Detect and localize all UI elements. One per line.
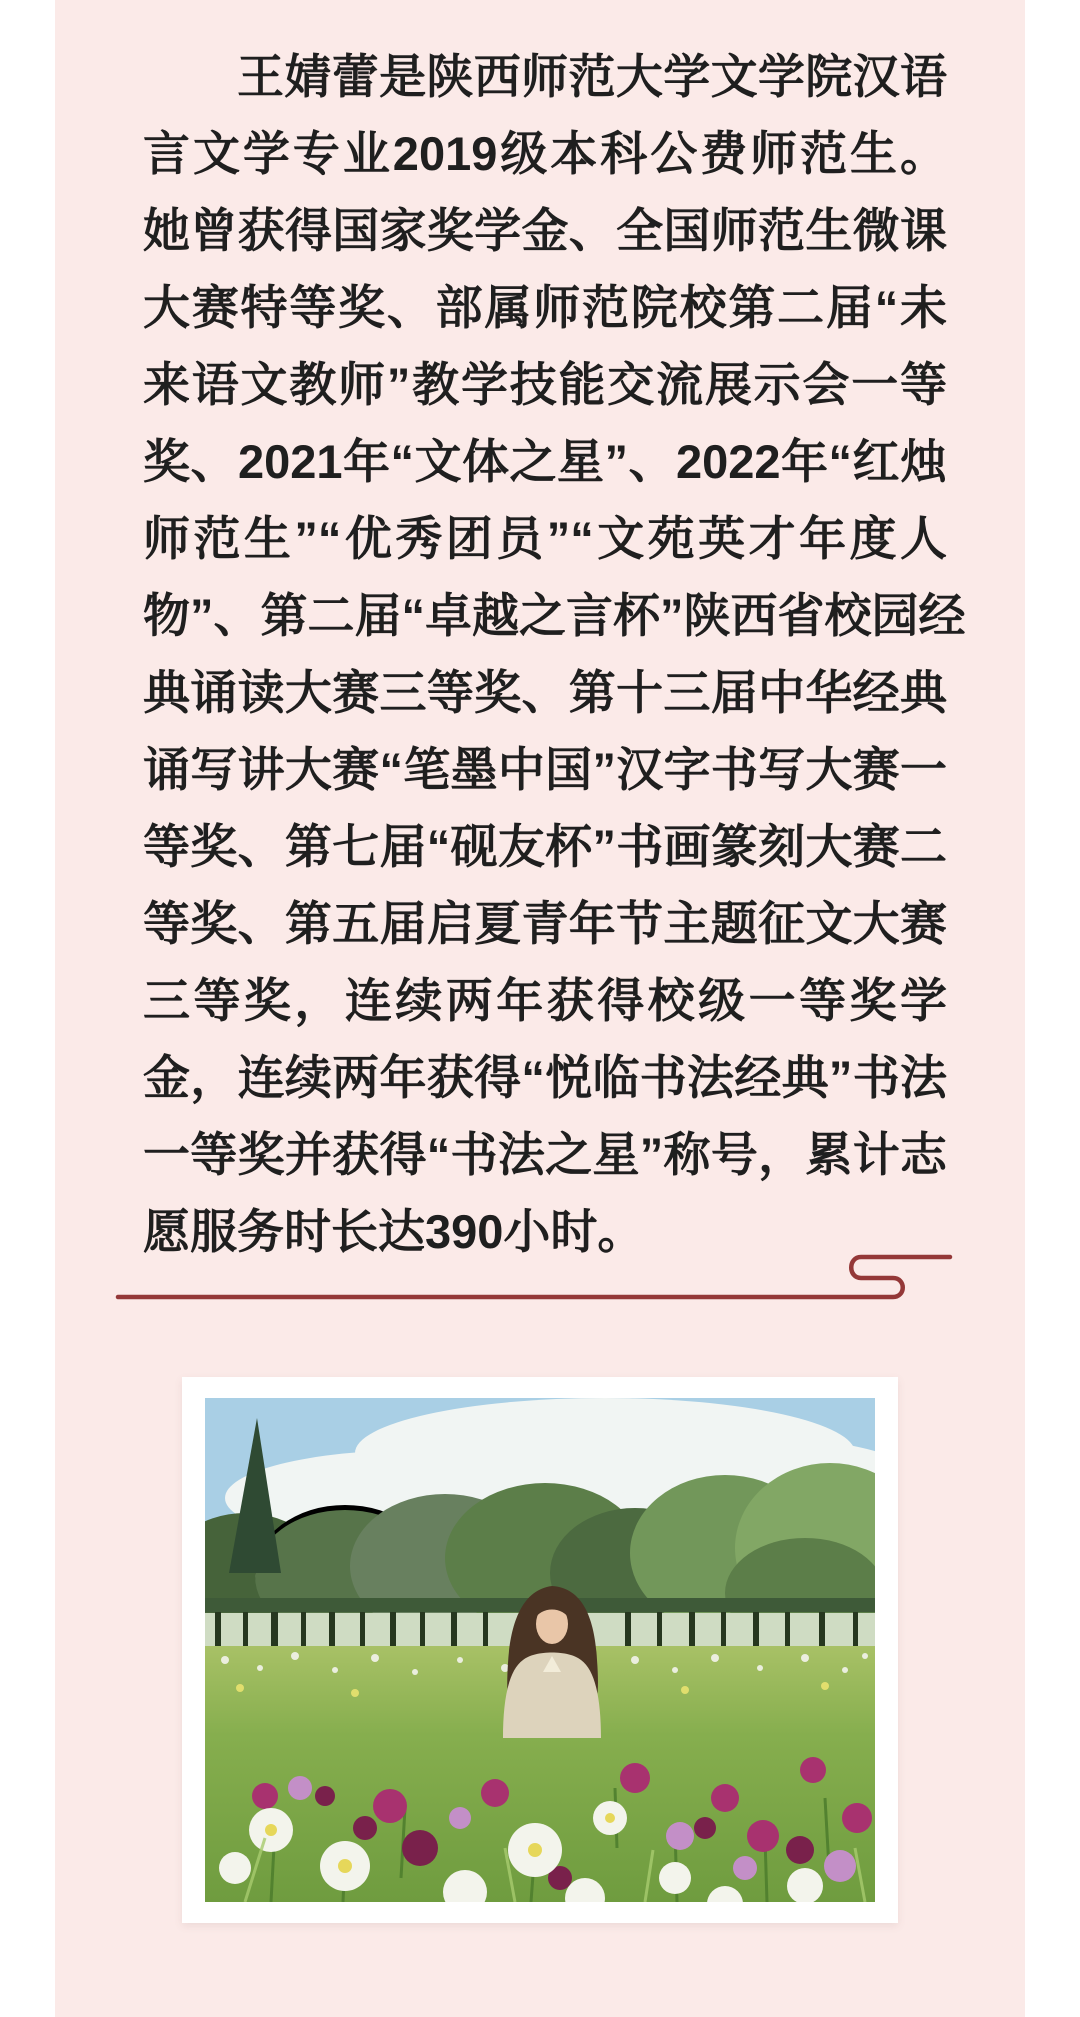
divider-path xyxy=(118,1257,950,1297)
paragraph-line: 一等奖并获得“书法之星”称号，累计志 xyxy=(143,1128,947,1181)
paragraph-line: 物”、第二届“卓越之言杯”陕西省校园经 xyxy=(143,589,966,642)
decorative-curl-divider xyxy=(55,1240,1025,1360)
paragraph-line: 诵写讲大赛“笔墨中国”汉字书写大赛一 xyxy=(143,743,947,796)
paragraph-line: 三等奖，连续两年获得校级一等奖学 xyxy=(143,974,947,1027)
paragraph-line: 奖、2021年“文体之星”、2022年“红烛 xyxy=(143,435,947,488)
paragraph-line: 她曾获得国家奖学金、全国师范生微课 xyxy=(143,204,947,257)
paragraph-line: 金，连续两年获得“悦临书法经典”书法 xyxy=(143,1051,947,1104)
paragraph-line: 言文学专业2019级本科公费师范生。 xyxy=(143,127,947,180)
paragraph-line: 等奖、第七届“砚友杯”书画篆刻大赛二 xyxy=(143,820,947,873)
photo-card[interactable] xyxy=(182,1377,898,1923)
article-paragraph xyxy=(143,38,966,1270)
paragraph-line: 王婧蕾是陕西师范大学文学院汉语 xyxy=(237,50,947,103)
paragraph-line: 来语文教师”教学技能交流展示会一等 xyxy=(143,358,947,411)
paragraph-line: 愿服务时长达390小时。 xyxy=(143,1205,645,1258)
photo-illustration xyxy=(205,1398,875,1902)
paragraph-line: 大赛特等奖、部属师范院校第二届“未 xyxy=(143,281,947,334)
paragraph-line: 典诵读大赛三等奖、第十三届中华经典 xyxy=(143,666,947,719)
article-panel xyxy=(55,0,1025,2017)
paragraph-line: 等奖、第五届启夏青年节主题征文大赛 xyxy=(143,897,947,950)
paragraph-line: 师范生”“优秀团员”“文苑英才年度人 xyxy=(143,512,947,565)
